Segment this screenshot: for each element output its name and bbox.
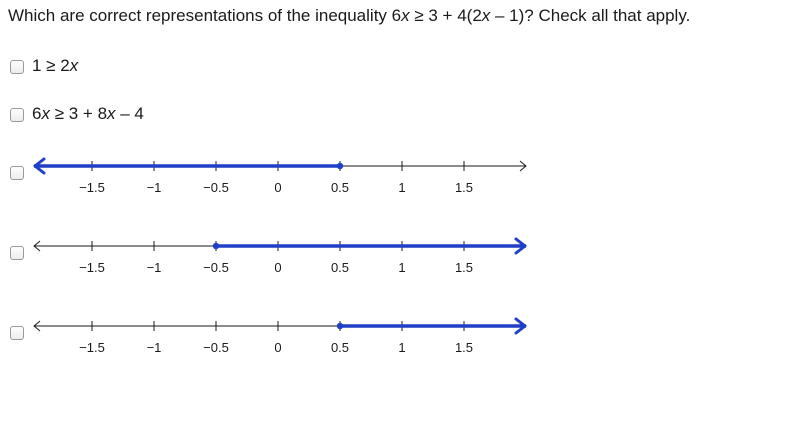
tick-label: −1 (146, 180, 162, 195)
tick-label: 0.5 (330, 260, 350, 275)
tick-label: −0.5 (203, 340, 229, 355)
tick-label: 0 (274, 260, 282, 275)
tick-label: −0.5 (203, 180, 229, 195)
number-line-option-4[interactable] (28, 226, 538, 286)
tick-label: 1 (398, 260, 406, 275)
option-2-label: 6x ≥ 3 + 8x – 4 (32, 104, 144, 123)
closed-endpoint (337, 323, 343, 329)
tick-label: −1.5 (79, 340, 105, 355)
tick-label: 1 (398, 340, 406, 355)
option-4-checkbox[interactable] (10, 246, 24, 260)
tick-label: 0 (274, 340, 282, 355)
closed-endpoint (337, 163, 343, 169)
option-3-checkbox[interactable] (10, 166, 24, 180)
tick-label: 1 (398, 180, 406, 195)
option-5-checkbox[interactable] (10, 326, 24, 340)
tick-label: 1.5 (454, 260, 474, 275)
tick-label: −1.5 (79, 180, 105, 195)
tick-label: 0 (274, 180, 282, 195)
option-1-label: 1 ≥ 2x (32, 56, 79, 75)
tick-label: 1.5 (454, 180, 474, 195)
tick-label: −1.5 (79, 260, 105, 275)
tick-label: 0.5 (330, 340, 350, 355)
question-text: Which are correct representations of the inequality 6x ≥ 3 + 4(2x – 1)? Check all that apply. (8, 6, 691, 25)
tick-label: −1 (146, 340, 162, 355)
option-1-checkbox[interactable] (10, 60, 24, 74)
number-line-option-5[interactable] (28, 306, 538, 366)
tick-label: 1.5 (454, 340, 474, 355)
tick-label: 0.5 (330, 180, 350, 195)
option-2-checkbox[interactable] (10, 108, 24, 122)
tick-label: −1 (146, 260, 162, 275)
tick-label: −0.5 (203, 260, 229, 275)
number-line-option-3[interactable] (28, 146, 538, 206)
closed-endpoint (213, 243, 219, 249)
